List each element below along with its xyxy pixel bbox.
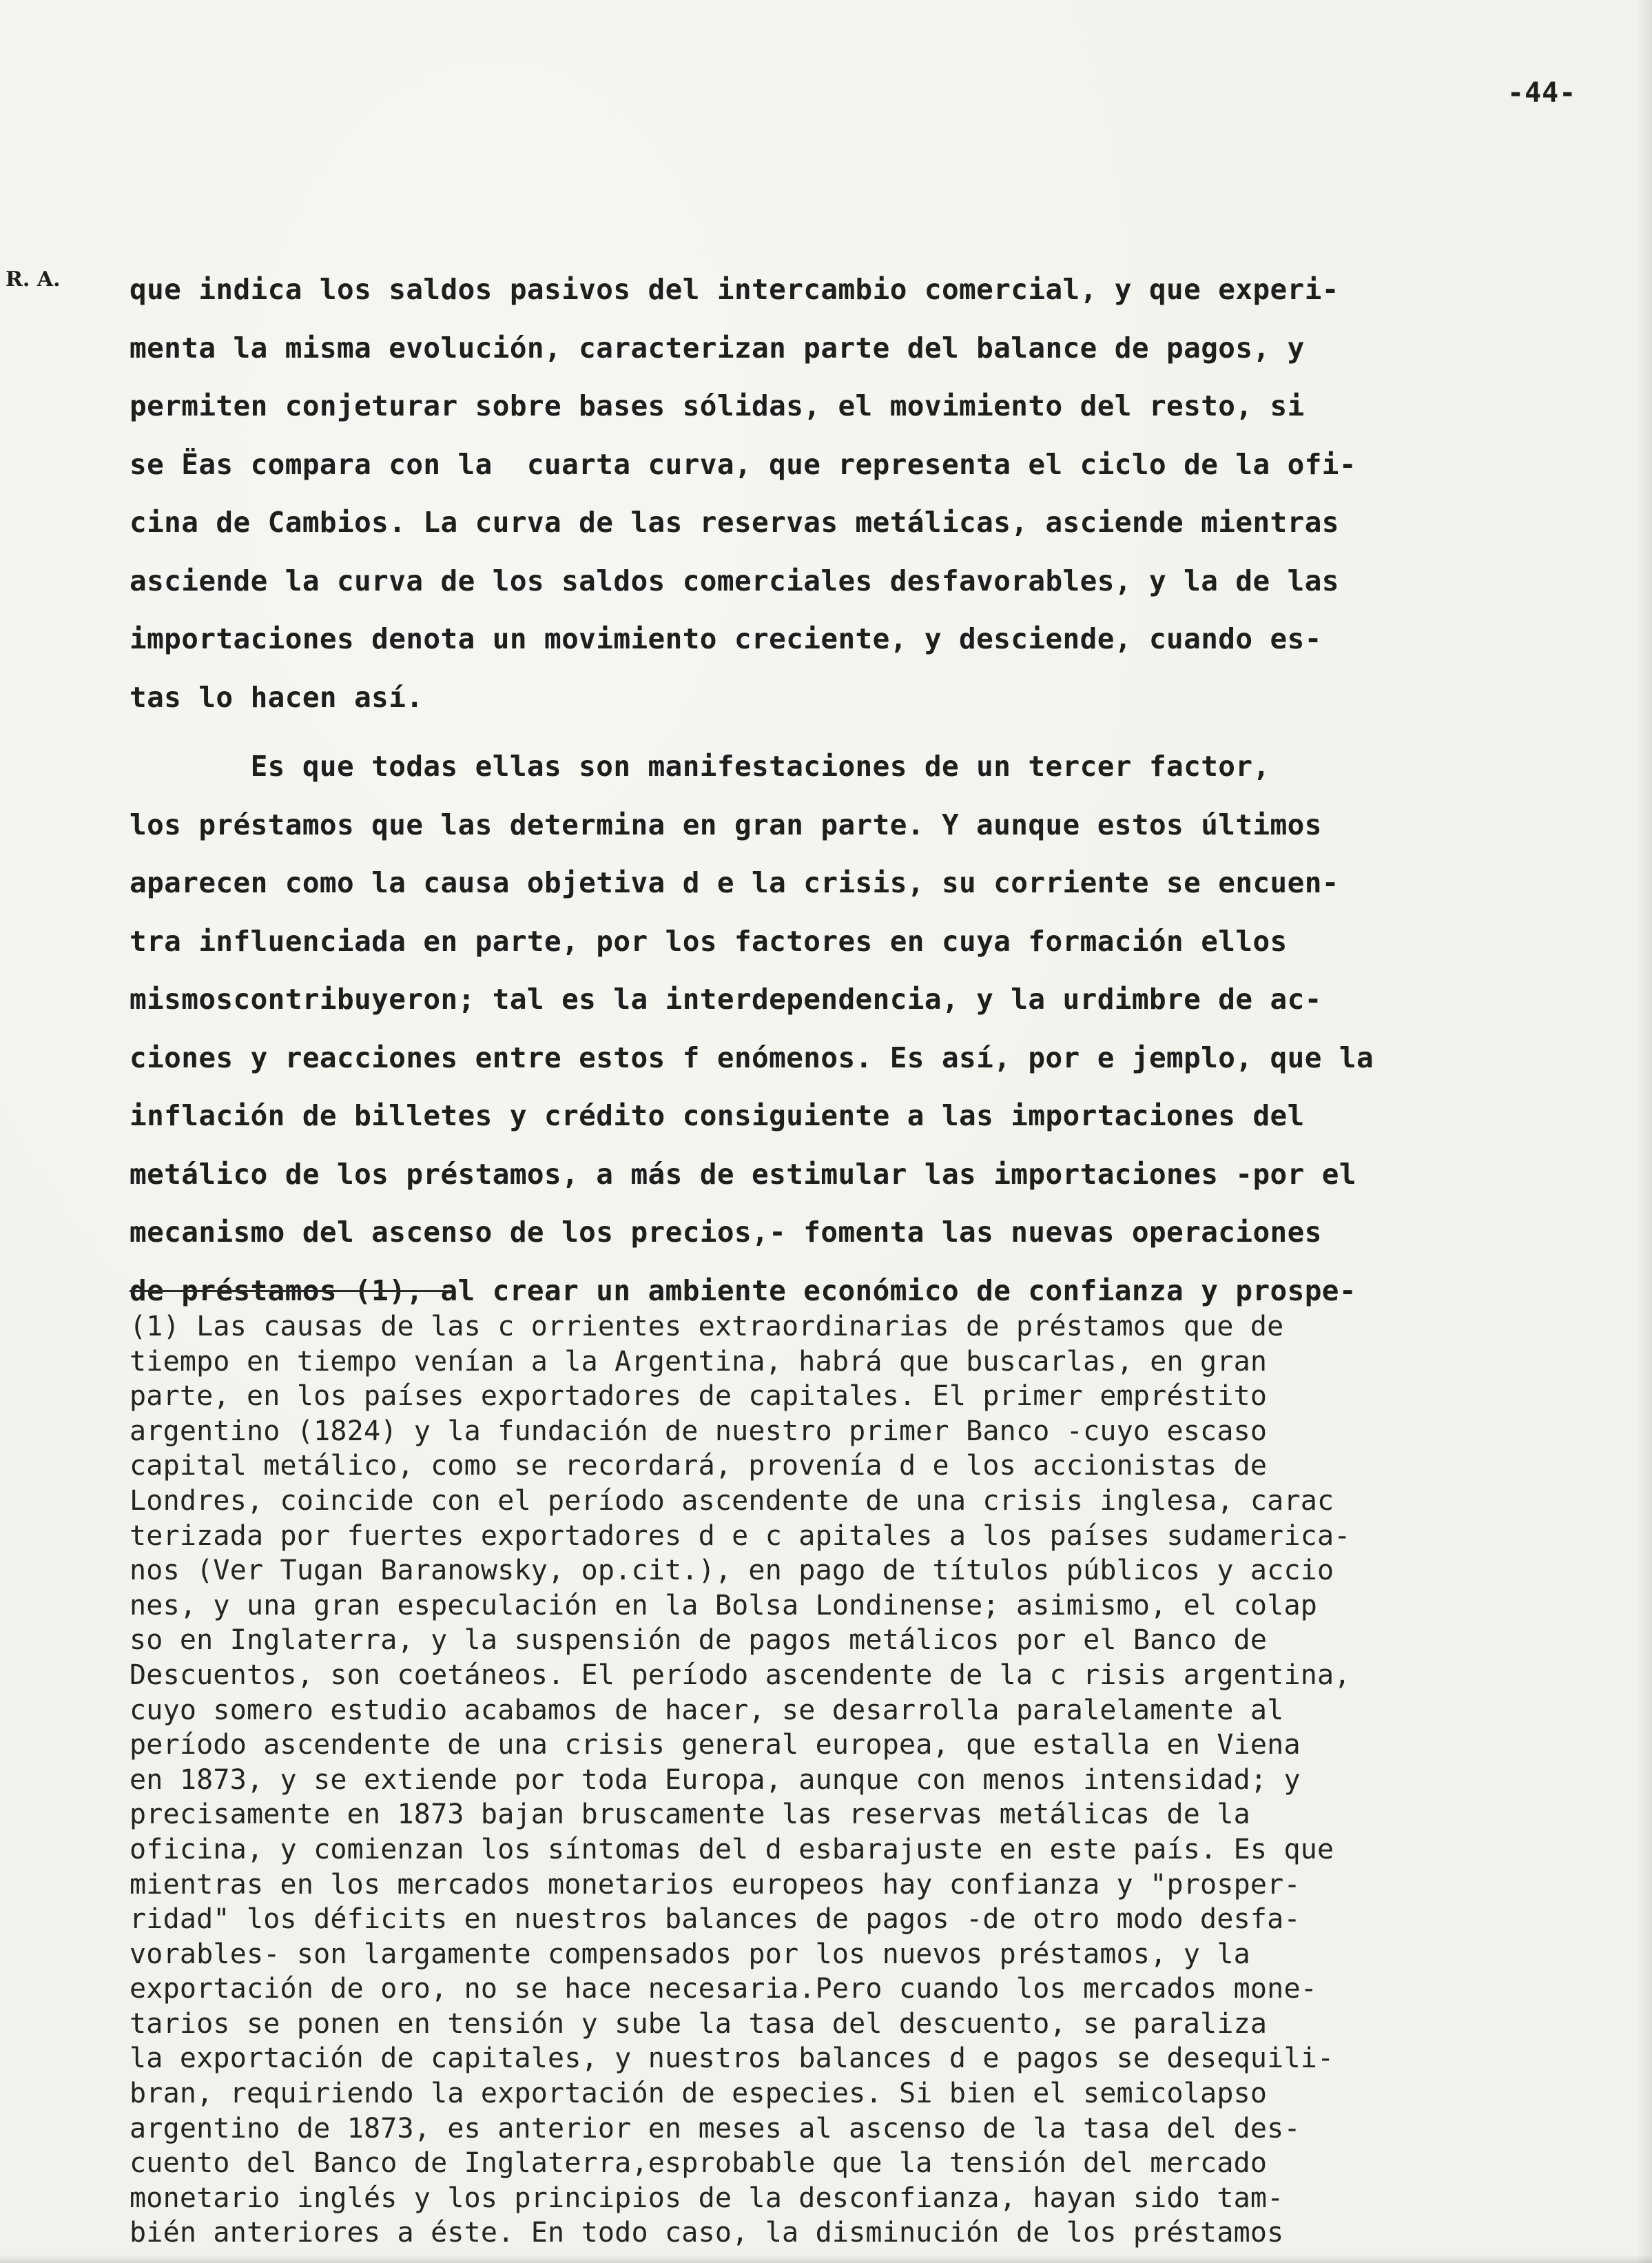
footnote-line: en 1873, y se extiende por toda Europa, aunque con menos intensidad; y: [130, 1763, 1301, 1796]
main-text: [130, 260, 1618, 1320]
footnote-line: argentino de 1873, es anterior en meses al ascenso de la tasa del des-: [130, 2112, 1301, 2144]
footnote-line: (1) Las causas de las c orrientes extraordinarias de préstamos que de: [130, 1311, 1284, 1342]
body-line: Es que todas ellas son manifestaciones de un tercer factor,: [130, 750, 1270, 783]
footnote-line: monetario inglés y los principios de la desconfianza, hayan sido tam-: [130, 2182, 1284, 2214]
footnote-line: parte, en los países exportadores de capitales. El primer empréstito: [130, 1380, 1268, 1413]
footnote-line: nos (Ver Tugan Baranowsky, op.cit.), en pago de títulos públicos y accio: [130, 1555, 1334, 1587]
body-line: que indica los saldos pasivos del intercambio comercial, y que experi-: [130, 273, 1339, 306]
footnote-line: exportación de oro, no se hace necesaria.Pero cuando los mercados mone-: [130, 1973, 1318, 2005]
body-line: se Ëas compara con la cuarta curva, que representa el ciclo de la ofi-: [130, 447, 1356, 481]
body-line: importaciones denota un movimiento creciente, y desciende, cuando es-: [130, 622, 1322, 655]
body-line: mecanismo del ascenso de los precios,- fomenta las nuevas operaciones: [130, 1216, 1322, 1249]
body-line: tas lo hacen así.: [130, 680, 424, 714]
footnote-line: so en Inglaterra, y la suspensión de pagos metálicos por el Banco de: [130, 1624, 1268, 1657]
footnote-line: precisamente en 1873 bajan bruscamente las reservas metálicas de la: [130, 1799, 1250, 1831]
body-line: permiten conjeturar sobre bases sólidas, el movimiento del resto, si: [130, 389, 1305, 422]
margin-note: R. A.: [6, 267, 61, 291]
footnote-line: bién anteriores a éste. En todo caso, la disminución de los préstamos: [130, 2217, 1284, 2249]
footnote: [130, 1309, 1638, 2251]
footnote-line: Descuentos, son coetáneos. El período ascendente de la c risis argentina,: [130, 1659, 1351, 1691]
footnote-line: tarios se ponen en tensión y sube la tasa del descuento, se paraliza: [130, 2007, 1268, 2040]
footnote-line: nes, y una gran especulación en la Bolsa Londinense; asimismo, el colap: [130, 1589, 1318, 1621]
body-line: asciende la curva de los saldos comerciales desfavorables, y la de las: [130, 564, 1339, 597]
footnote-line: capital metálico, como se recordará, provenía d e los accionistas de: [130, 1450, 1268, 1482]
body-line: de préstamos (1), al crear un ambiente económico de confianza y prospe-: [130, 1273, 1356, 1307]
body-line: tra influenciada en parte, por los factores en cuya formación ellos: [130, 924, 1288, 958]
page-bottom-shadow: [0, 2255, 1652, 2263]
footnote-line: tiempo en tiempo venían a la Argentina, habrá que buscarlas, en gran: [130, 1345, 1268, 1378]
footnote-line: cuyo somero estudio acabamos de hacer, se desarrolla paralelamente al: [130, 1694, 1284, 1726]
body-line: inflación de billetes y crédito consiguiente a las importaciones del: [130, 1099, 1305, 1132]
body-line: cina de Cambios. La curva de las reservas metálicas, asciende mientras: [130, 506, 1339, 539]
footnote-line: cuento del Banco de Inglaterra,esprobable que la tensión del mercado: [130, 2147, 1268, 2180]
body-line: menta la misma evolución, caracterizan parte del balance de pagos, y: [130, 331, 1305, 365]
footnote-line: oficina, y comienzan los síntomas del d esbarajuste en este país. Es que: [130, 1833, 1334, 1865]
footnote-line: bran, requiriendo la exportación de especies. Si bien el semicolapso: [130, 2078, 1268, 2110]
footnote-line: período ascendente de una crisis general europea, que estalla en Viena: [130, 1729, 1301, 1761]
footnote-line: ridad" los déficits en nuestros balances de pagos -de otro modo desfa-: [130, 1903, 1301, 1936]
body-line: ciones y reacciones entre estos f enómenos. Es así, por e jemplo, que la: [130, 1041, 1374, 1074]
footnote-line: Londres, coincide con el período ascendente de una crisis inglesa, carac: [130, 1484, 1334, 1517]
body-line: metálico de los préstamos, a más de estimular las importaciones -por el: [130, 1157, 1356, 1191]
body-line: mismoscontribuyeron; tal es la interdependencia, y la urdimbre de ac-: [130, 983, 1322, 1016]
footnote-line: vorables- son largamente compensados por los nuevos préstamos, y la: [130, 1938, 1250, 1970]
footnote-line: argentino (1824) y la fundación de nuestro primer Banco -cuyo escaso: [130, 1415, 1268, 1447]
page-edge-shadow: [1637, 0, 1652, 2263]
footnote-separator: [130, 1290, 446, 1292]
body-line: aparecen como la causa objetiva d e la crisis, su corriente se encuen-: [130, 866, 1339, 899]
page-number: -44-: [1507, 77, 1577, 109]
footnote-line: mientras en los mercados monetarios europeos hay confianza y "prosper-: [130, 1868, 1301, 1901]
footnote-line: la exportación de capitales, y nuestros balances d e pagos se desequili-: [130, 2042, 1334, 2075]
paragraph-gap: [130, 726, 1618, 737]
body-line: los préstamos que las determina en gran parte. Y aunque estos últimos: [130, 808, 1322, 841]
footnote-line: terizada por fuertes exportadores d e c apitales a los países sudamerica-: [130, 1519, 1351, 1552]
